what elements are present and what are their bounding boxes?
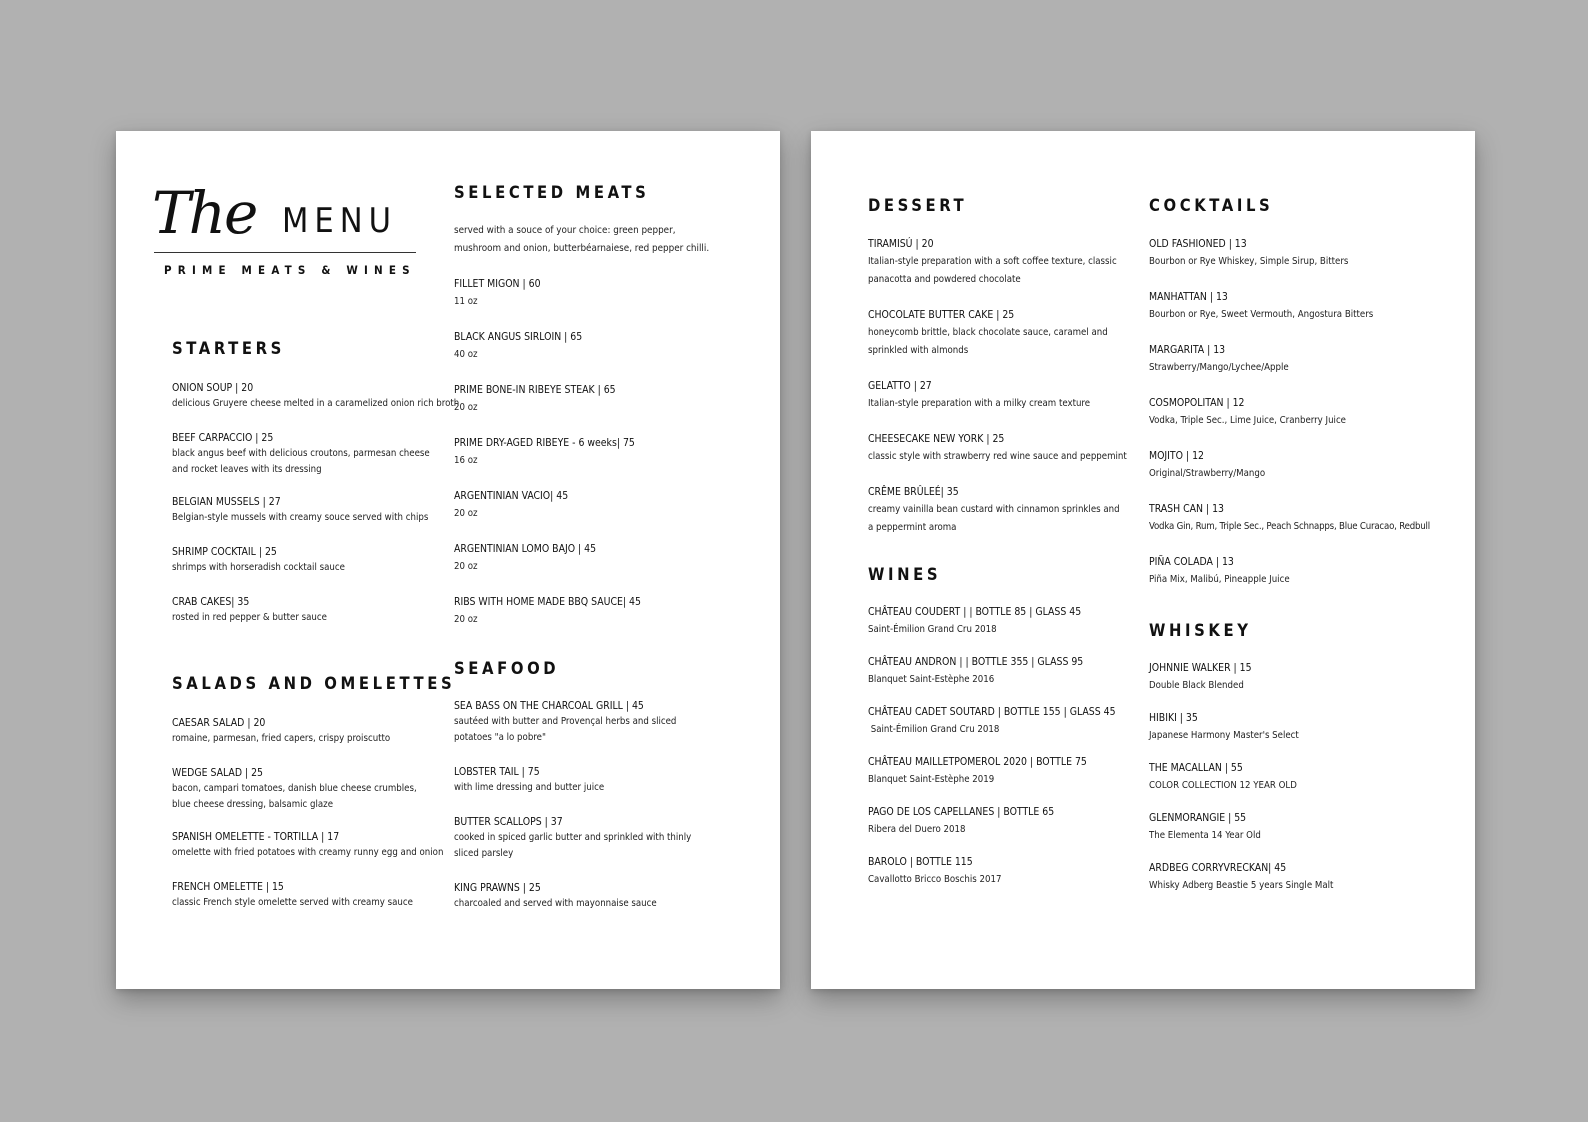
item-name: GELATTO | 27 (868, 380, 932, 392)
item-name: COSMOPOLITAN | 12 (1149, 397, 1245, 409)
menu-item (454, 764, 724, 796)
section-whiskey (1149, 621, 1439, 895)
menu-item (1149, 447, 1439, 483)
item-name: CHÂTEAU COUDERT | | BOTTLE 85 | GLASS 45 (868, 606, 1082, 618)
item-name: JOHNNIE WALKER | 15 (1149, 662, 1252, 674)
section-selected-meats (454, 183, 724, 629)
item-description: Double Black Blended (1149, 680, 1244, 691)
menu-item (1149, 859, 1439, 895)
item-description: romaine, parmesan, fried capers, crispy proiscutto (172, 733, 391, 744)
item-name: HIBIKI | 35 (1149, 712, 1198, 724)
menu-item (172, 765, 444, 813)
menu-item (1149, 394, 1439, 430)
item-name: PRIME BONE-IN RIBEYE STEAK | 65 (454, 384, 616, 396)
menu-item (454, 814, 724, 862)
item-description: Blanquet Saint-Estèphe 2019 (868, 774, 995, 785)
section-heading-whiskey: WHISKEY (1149, 621, 1252, 640)
menu-item (868, 753, 1130, 789)
item-description: sautéed with butter and Provençal herbs and sliced potatoes "a lo pobre" (454, 716, 677, 743)
item-description: Italian-style preparation with a soft coffee texture, classic panacotta and powdered chocolate (868, 256, 1117, 285)
item-description: shrimps with horseradish cocktail sauce (172, 562, 345, 573)
meats-intro: served with a souce of your choice: green pepper, mushroom and onion, butterbéarnaiese, red pepper chilli. (454, 225, 710, 254)
item-name: BAROLO | BOTTLE 115 (868, 856, 973, 868)
section-heading-seafood: SEAFOOD (454, 659, 560, 678)
menu-item (1149, 659, 1439, 695)
item-description: 16 oz (454, 455, 478, 466)
menu-page-right (811, 131, 1475, 989)
item-name: OLD FASHIONED | 13 (1149, 238, 1247, 250)
item-name: TIRAMISÚ | 20 (868, 238, 934, 250)
section-heading-dessert: DESSERT (868, 196, 968, 215)
item-description: Original/Strawberry/Mango (1149, 468, 1266, 479)
item-name: ONION SOUP | 20 (172, 382, 254, 394)
item-description: with lime dressing and butter juice (454, 782, 605, 793)
menu-item (868, 603, 1130, 639)
item-name: KING PRAWNS | 25 (454, 882, 541, 894)
item-name: PIÑA COLADA | 13 (1149, 556, 1234, 568)
item-description: delicious Gruyere cheese melted in a caramelized onion rich broth (172, 398, 460, 409)
menu-item (454, 487, 724, 523)
menu-item (868, 483, 1130, 537)
item-name: BUTTER SCALLOPS | 37 (454, 816, 563, 828)
item-description: Strawberry/Mango/Lychee/Apple (1149, 362, 1289, 373)
menu-item (868, 703, 1130, 739)
item-description: Bourbon or Rye, Sweet Vermouth, Angostura Bitters (1149, 309, 1374, 320)
menu-item (1149, 759, 1439, 795)
item-name: BELGIAN MUSSELS | 27 (172, 496, 281, 508)
menu-item (868, 306, 1130, 360)
item-name: MARGARITA | 13 (1149, 344, 1226, 356)
item-name: CHÂTEAU ANDRON | | BOTTLE 355 | GLASS 95 (868, 656, 1084, 668)
item-name: CHÂTEAU MAILLETPOMEROL 2020 | BOTTLE 75 (868, 756, 1087, 768)
item-description: The Elementa 14 Year Old (1149, 830, 1261, 841)
menu-item (172, 715, 444, 747)
menu-item (1149, 500, 1439, 536)
item-description: cooked in spiced garlic butter and sprinkled with thinly sliced parsley (454, 832, 692, 859)
item-description: classic style with strawberry red wine sauce and peppemint (868, 451, 1127, 462)
item-description: Piña Mix, Malibú, Pineapple Juice (1149, 574, 1290, 585)
menu-item (868, 377, 1130, 413)
item-description: rosted in red pepper & butter sauce (172, 612, 327, 623)
logo-divider (154, 252, 416, 253)
menu-item (172, 380, 460, 412)
item-name: CHEESECAKE NEW YORK | 25 (868, 433, 1005, 445)
item-description: omelette with fried potatoes with creamy runny egg and onion (172, 847, 444, 858)
section-heading-salads: SALADS AND OMELETTES (172, 674, 456, 693)
item-description: Bourbon or Rye Whiskey, Simple Sirup, Bitters (1149, 256, 1349, 267)
item-name: TRASH CAN | 13 (1149, 503, 1225, 515)
item-description: classic French style omelette served with creamy sauce (172, 897, 413, 908)
item-description: Belgian-style mussels with creamy souce served with chips (172, 512, 429, 523)
item-description: Ribera del Duero 2018 (868, 824, 966, 835)
logo-script-the: The (152, 179, 257, 247)
item-description: bacon, campari tomatoes, danish blue cheese crumbles, blue cheese dressing, balsamic glaze (172, 783, 417, 810)
item-description: charcoaled and served with mayonnaise sauce (454, 898, 657, 909)
menu-item (1149, 553, 1439, 589)
menu-item (454, 328, 724, 364)
section-cocktails (1149, 196, 1439, 589)
logo-subtitle: PRIME MEATS & WINES (164, 263, 416, 277)
menu-item (1149, 235, 1439, 271)
section-salads-omelettes (172, 674, 456, 911)
menu-item (454, 434, 724, 470)
section-dessert (868, 196, 1130, 537)
item-name: LOBSTER TAIL | 75 (454, 766, 540, 778)
section-seafood (454, 659, 724, 912)
menu-item (172, 594, 444, 626)
menu-logo (150, 173, 422, 293)
item-name: CAESAR SALAD | 20 (172, 717, 266, 729)
item-description: 40 oz (454, 349, 478, 360)
section-heading-cocktails: COCKTAILS (1149, 196, 1274, 215)
item-name: BLACK ANGUS SIRLOIN | 65 (454, 331, 583, 343)
section-heading-wines: WINES (868, 565, 942, 584)
item-description: Japanese Harmony Master's Select (1149, 730, 1299, 741)
item-description: Whisky Adberg Beastie 5 years Single Malt (1149, 880, 1334, 891)
item-name: SHRIMP COCKTAIL | 25 (172, 546, 277, 558)
item-name: MANHATTAN | 13 (1149, 291, 1228, 303)
menu-item (172, 829, 444, 861)
item-description: Saint-Émilion Grand Cru 2018 (868, 624, 997, 635)
item-description: 20 oz (454, 508, 478, 519)
item-name: WEDGE SALAD | 25 (172, 767, 264, 779)
item-name: FRENCH OMELETTE | 15 (172, 881, 284, 893)
item-name: CHÂTEAU CADET SOUTARD | BOTTLE 155 | GLASS 45 (868, 706, 1116, 718)
menu-page-left (116, 131, 780, 989)
item-name: ARGENTINIAN LOMO BAJO | 45 (454, 543, 597, 555)
menu-item (1149, 341, 1439, 377)
menu-item (172, 544, 444, 576)
menu-item (454, 275, 724, 311)
menu-item (868, 853, 1130, 889)
item-description: 20 oz (454, 402, 478, 413)
item-name: MOJITO | 12 (1149, 450, 1204, 462)
logo-word-menu: MENU (282, 201, 397, 241)
menu-item (1149, 709, 1439, 745)
menu-item (454, 880, 724, 912)
item-description: honeycomb brittle, black chocolate sauce, caramel and sprinkled with almonds (868, 327, 1108, 356)
item-description: 11 oz (454, 296, 478, 307)
item-description: COLOR COLLECTION 12 YEAR OLD (1149, 780, 1297, 791)
item-name: FILLET MIGON | 60 (454, 278, 541, 290)
section-heading-starters: STARTERS (172, 339, 285, 358)
menu-item (868, 430, 1130, 466)
item-description: Cavallotto Bricco Boschis 2017 (868, 874, 1002, 885)
item-description: black angus beef with delicious croutons, parmesan cheese and rocket leaves with its dressing (172, 448, 430, 475)
item-name: ARDBEG CORRYVRECKAN| 45 (1149, 862, 1287, 874)
menu-item (868, 803, 1130, 839)
menu-item (454, 540, 724, 576)
item-description: 20 oz (454, 561, 478, 572)
item-description: 20 oz (454, 614, 478, 625)
menu-item (1149, 809, 1439, 845)
item-name: CRAB CAKES| 35 (172, 596, 250, 608)
item-name: SEA BASS ON THE CHARCOAL GRILL | 45 (454, 700, 644, 712)
item-name: GLENMORANGIE | 55 (1149, 812, 1247, 824)
section-wines (868, 565, 1130, 889)
item-name: CRÊME BRÛLEÉ| 35 (868, 486, 959, 498)
menu-item (1149, 288, 1439, 324)
item-description: Saint-Émilion Grand Cru 2018 (868, 724, 1000, 735)
item-description: Italian-style preparation with a milky cream texture (868, 398, 1091, 409)
item-name: BEEF CARPACCIO | 25 (172, 432, 274, 444)
menu-item (454, 698, 724, 746)
menu-item (454, 593, 724, 629)
section-starters (172, 339, 460, 626)
item-description: Vodka, Triple Sec., Lime Juice, Cranberry Juice (1149, 415, 1346, 426)
item-name: PAGO DE LOS CAPELLANES | BOTTLE 65 (868, 806, 1055, 818)
item-name: CHOCOLATE BUTTER CAKE | 25 (868, 309, 1015, 321)
item-description: creamy vainilla bean custard with cinnamon sprinkles and a peppermint aroma (868, 504, 1120, 533)
item-name: RIBS WITH HOME MADE BBQ SAUCE| 45 (454, 596, 641, 608)
menu-item (172, 430, 444, 478)
item-description: Blanquet Saint-Estèphe 2016 (868, 674, 995, 685)
menu-item (172, 494, 444, 526)
menu-item (868, 235, 1130, 289)
menu-item (868, 653, 1130, 689)
section-heading-meats: SELECTED MEATS (454, 183, 650, 202)
item-name: ARGENTINIAN VACIO| 45 (454, 490, 569, 502)
item-name: THE MACALLAN | 55 (1149, 762, 1243, 774)
menu-item (454, 381, 724, 417)
item-name: PRIME DRY-AGED RIBEYE - 6 weeks| 75 (454, 437, 635, 449)
item-name: SPANISH OMELETTE - TORTILLA | 17 (172, 831, 340, 843)
item-description: Vodka Gin, Rum, Triple Sec., Peach Schnapps, Blue Curacao, Redbull (1149, 521, 1430, 532)
menu-item (172, 879, 444, 911)
